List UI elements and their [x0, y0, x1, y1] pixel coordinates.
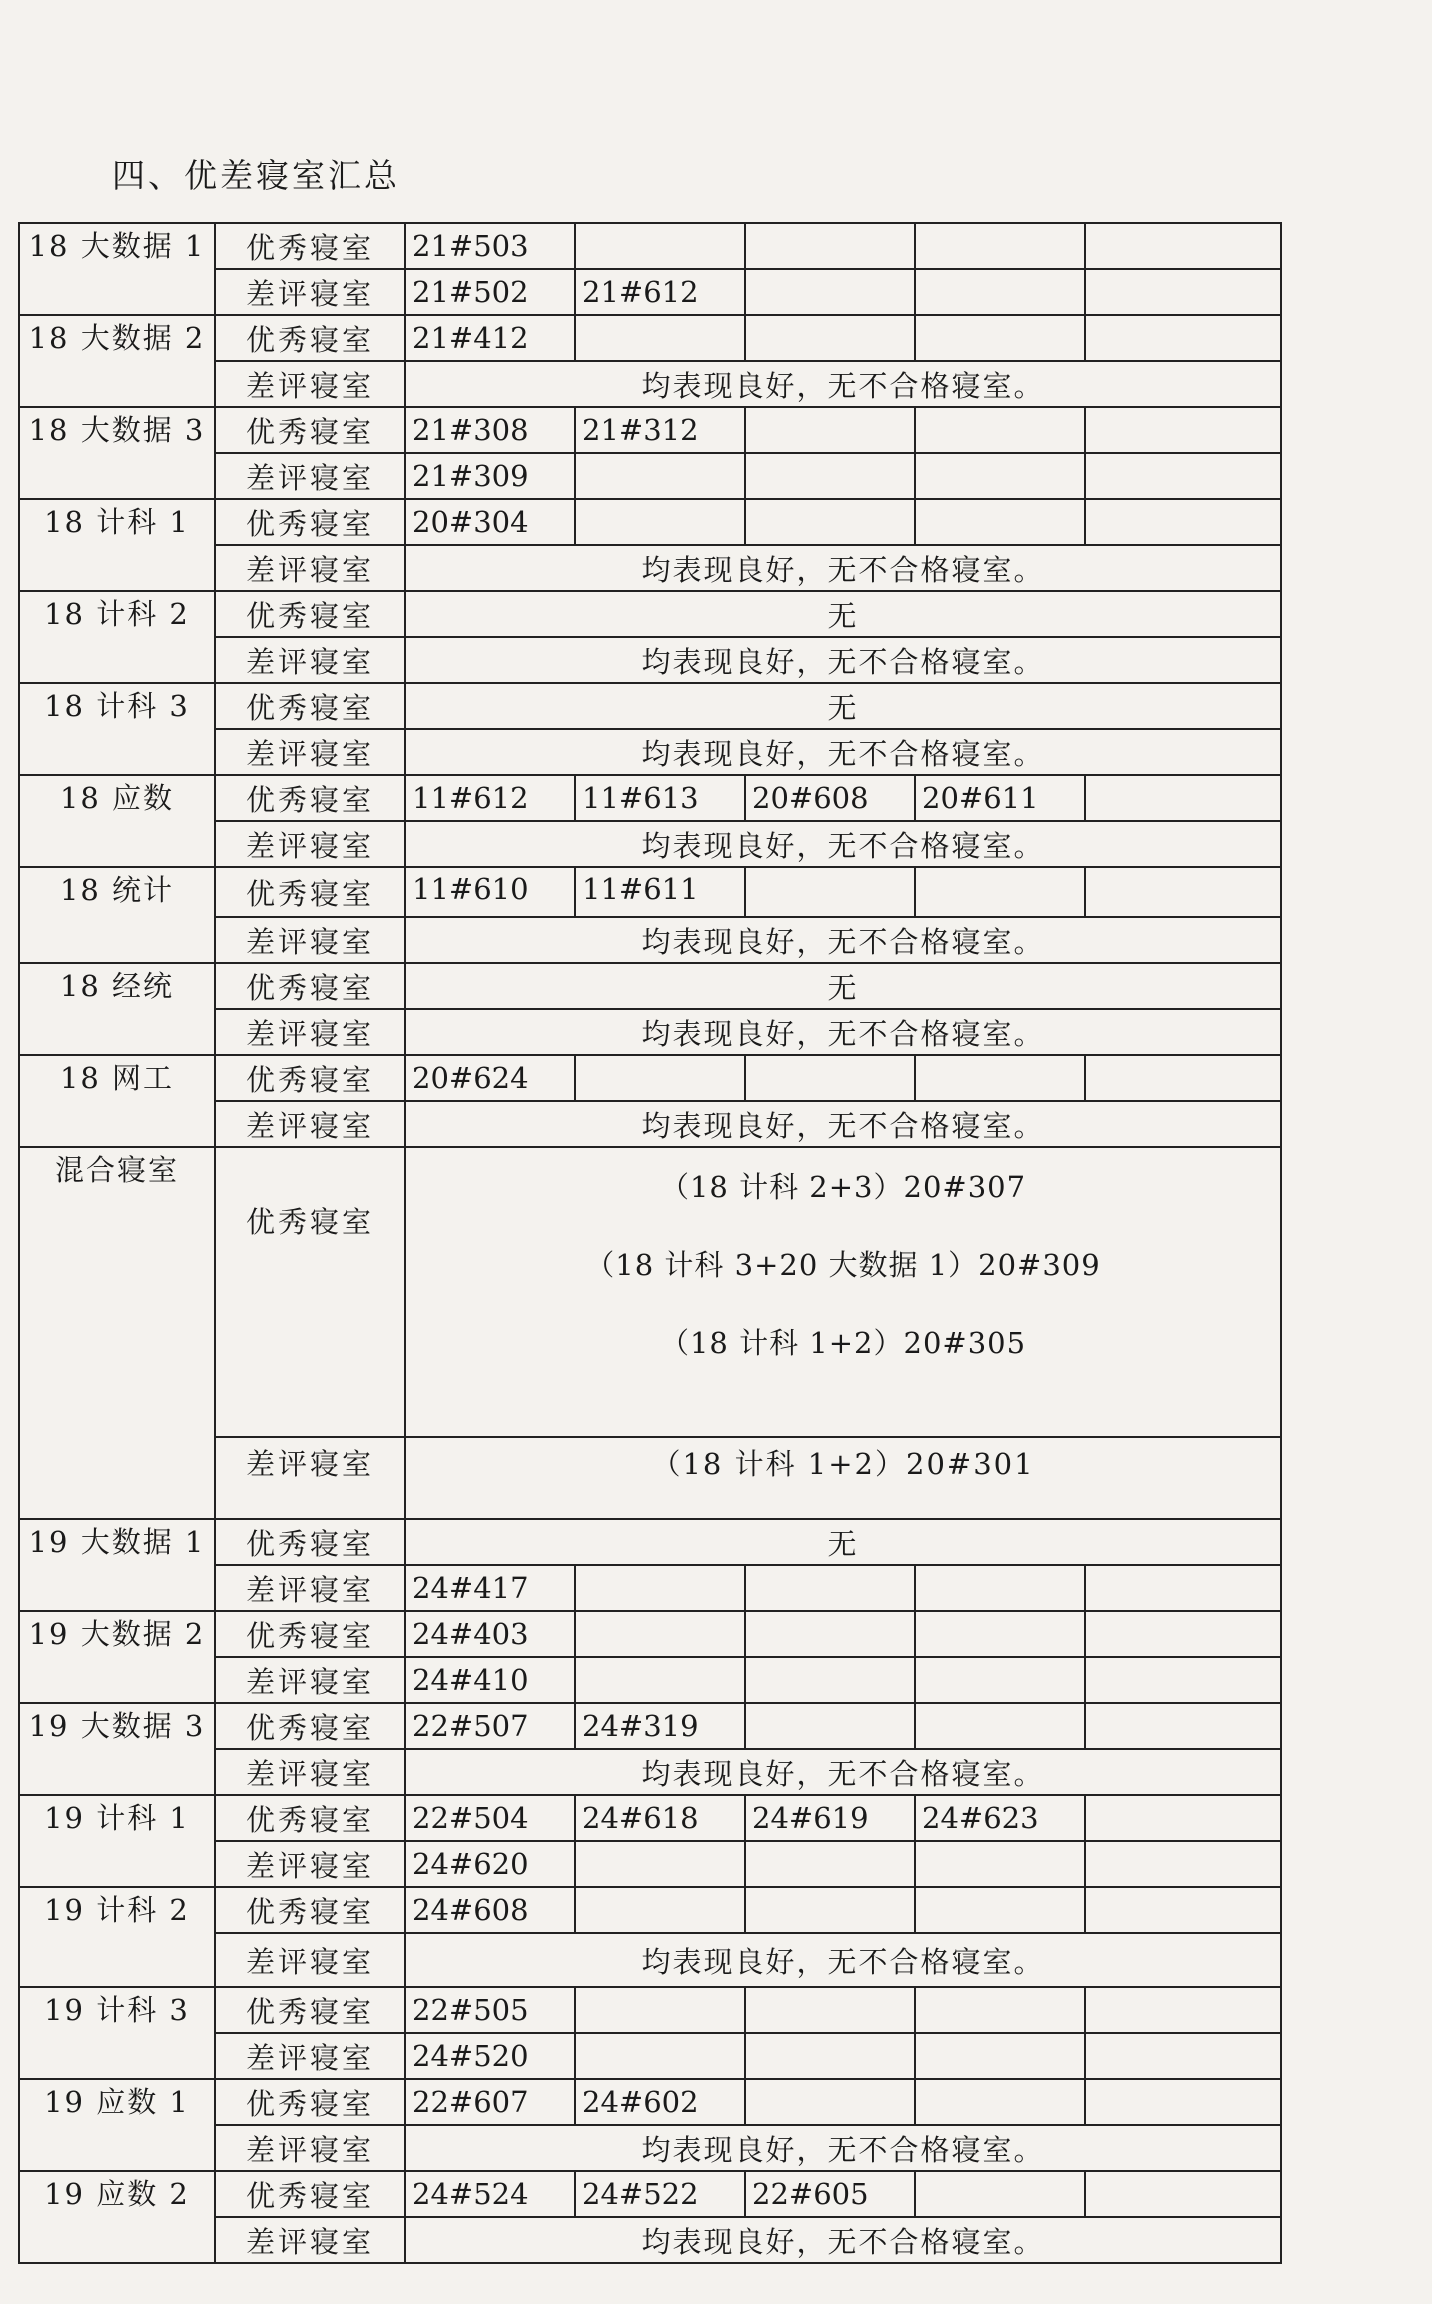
empty-cell: [915, 1987, 1085, 2033]
table-row: [19, 1519, 1281, 1565]
room-cell: 22#607: [405, 2079, 575, 2125]
all-good-note: 均表现良好，无不合格寝室。: [405, 545, 1281, 591]
empty-cell: [1085, 867, 1281, 917]
room-cell: 24#520: [405, 2033, 575, 2079]
empty-cell: [745, 223, 915, 269]
empty-cell: [915, 2079, 1085, 2125]
poor-label: 差评寝室: [215, 1749, 405, 1795]
table-row: [19, 1987, 1281, 2033]
empty-cell: [1085, 1565, 1281, 1611]
room-cell: 24#619: [745, 1795, 915, 1841]
class-name: 19 应数 2: [19, 2171, 215, 2263]
room-cell: 24#608: [405, 1887, 575, 1933]
room-cell: 21#412: [405, 315, 575, 361]
table-row: [19, 1887, 1281, 1933]
empty-cell: [745, 1657, 915, 1703]
table-row: [19, 775, 1281, 821]
class-name: 19 应数 1: [19, 2079, 215, 2171]
empty-cell: [745, 1055, 915, 1101]
excellent-label: 优秀寝室: [215, 1519, 405, 1565]
mixed-room: （18 计科 2+3）20#307: [659, 1170, 1027, 1204]
room-cell: 11#613: [575, 775, 745, 821]
empty-cell: [1085, 775, 1281, 821]
empty-cell: [575, 223, 745, 269]
all-good-note: 均表现良好，无不合格寝室。: [405, 2125, 1281, 2171]
table-row: [19, 2079, 1281, 2125]
all-good-note: 均表现良好，无不合格寝室。: [405, 637, 1281, 683]
excellent-label: 优秀寝室: [215, 499, 405, 545]
class-name: 18 应数: [19, 775, 215, 867]
room-cell: 22#605: [745, 2171, 915, 2217]
empty-cell: [915, 453, 1085, 499]
empty-cell: [575, 453, 745, 499]
room-cell: 21#312: [575, 407, 745, 453]
table-row: [19, 1703, 1281, 1749]
class-name: 18 计科 3: [19, 683, 215, 775]
empty-cell: [1085, 315, 1281, 361]
empty-cell: [745, 1887, 915, 1933]
room-cell: 11#611: [575, 867, 745, 917]
mixed-poor-room: （18 计科 1+2）20#301: [405, 1437, 1281, 1519]
all-good-note: 均表现良好，无不合格寝室。: [405, 2217, 1281, 2263]
empty-cell: [575, 499, 745, 545]
room-cell: 24#403: [405, 1611, 575, 1657]
excellent-label: 优秀寝室: [215, 1703, 405, 1749]
poor-label: 差评寝室: [215, 1437, 405, 1519]
excellent-label: 优秀寝室: [215, 1795, 405, 1841]
empty-cell: [915, 1703, 1085, 1749]
empty-cell: [575, 1987, 745, 2033]
empty-cell: [575, 1887, 745, 1933]
room-cell: 24#319: [575, 1703, 745, 1749]
table-row: [19, 315, 1281, 361]
all-good-note: 均表现良好，无不合格寝室。: [405, 1933, 1281, 1987]
empty-cell: [745, 499, 915, 545]
empty-cell: [575, 1657, 745, 1703]
room-cell: 22#505: [405, 1987, 575, 2033]
empty-cell: [915, 1611, 1085, 1657]
class-name: 19 大数据 1: [19, 1519, 215, 1611]
empty-cell: [575, 2033, 745, 2079]
room-cell: 11#612: [405, 775, 575, 821]
table-row: [19, 1147, 1281, 1437]
none-note: 无: [405, 683, 1281, 729]
excellent-label: 优秀寝室: [215, 1887, 405, 1933]
empty-cell: [1085, 1055, 1281, 1101]
room-cell: 24#417: [405, 1565, 575, 1611]
table-row: [19, 867, 1281, 917]
room-cell: 24#410: [405, 1657, 575, 1703]
poor-label: 差评寝室: [215, 1101, 405, 1147]
empty-cell: [1085, 2171, 1281, 2217]
empty-cell: [1085, 1987, 1281, 2033]
empty-cell: [1085, 499, 1281, 545]
poor-label: 差评寝室: [215, 637, 405, 683]
empty-cell: [745, 407, 915, 453]
class-name: 18 经统: [19, 963, 215, 1055]
poor-label: 差评寝室: [215, 1657, 405, 1703]
poor-label: 差评寝室: [215, 1841, 405, 1887]
none-note: 无: [405, 963, 1281, 1009]
excellent-label: 优秀寝室: [215, 2171, 405, 2217]
empty-cell: [575, 1565, 745, 1611]
empty-cell: [1085, 1795, 1281, 1841]
empty-cell: [915, 867, 1085, 917]
empty-cell: [915, 269, 1085, 315]
poor-label: 差评寝室: [215, 917, 405, 963]
poor-label: 差评寝室: [215, 2033, 405, 2079]
room-cell: 20#608: [745, 775, 915, 821]
empty-cell: [575, 1841, 745, 1887]
empty-cell: [575, 1611, 745, 1657]
none-note: 无: [405, 1519, 1281, 1565]
room-cell: 24#522: [575, 2171, 745, 2217]
class-name: 18 大数据 2: [19, 315, 215, 407]
dorm-summary-table: [18, 222, 1282, 2264]
excellent-label: 优秀寝室: [215, 963, 405, 1009]
none-note: 无: [405, 591, 1281, 637]
poor-label: 差评寝室: [215, 545, 405, 591]
room-cell: 11#610: [405, 867, 575, 917]
empty-cell: [915, 2033, 1085, 2079]
poor-label: 差评寝室: [215, 1933, 405, 1987]
mixed-room: （18 计科 1+2）20#305: [659, 1326, 1027, 1360]
empty-cell: [745, 867, 915, 917]
excellent-label: 优秀寝室: [215, 1987, 405, 2033]
empty-cell: [1085, 1703, 1281, 1749]
empty-cell: [915, 1841, 1085, 1887]
excellent-label: 优秀寝室: [215, 867, 405, 917]
empty-cell: [915, 1887, 1085, 1933]
room-cell: 22#504: [405, 1795, 575, 1841]
poor-label: 差评寝室: [215, 1009, 405, 1055]
empty-cell: [1085, 223, 1281, 269]
class-name: 18 大数据 3: [19, 407, 215, 499]
poor-label: 差评寝室: [215, 453, 405, 499]
room-cell: 24#618: [575, 1795, 745, 1841]
room-cell: 24#623: [915, 1795, 1085, 1841]
empty-cell: [1085, 1841, 1281, 1887]
room-cell: 20#611: [915, 775, 1085, 821]
empty-cell: [1085, 269, 1281, 315]
empty-cell: [915, 1055, 1085, 1101]
all-good-note: 均表现良好，无不合格寝室。: [405, 1749, 1281, 1795]
table-row: [19, 1795, 1281, 1841]
empty-cell: [1085, 407, 1281, 453]
class-name: 19 大数据 2: [19, 1611, 215, 1703]
empty-cell: [1085, 1887, 1281, 1933]
class-name: 19 计科 1: [19, 1795, 215, 1887]
all-good-note: 均表现良好，无不合格寝室。: [405, 729, 1281, 775]
class-name: 18 网工: [19, 1055, 215, 1147]
table-row: [19, 407, 1281, 453]
room-cell: 24#524: [405, 2171, 575, 2217]
empty-cell: [745, 453, 915, 499]
empty-cell: [1085, 2079, 1281, 2125]
poor-label: 差评寝室: [215, 821, 405, 867]
excellent-label: 优秀寝室: [215, 775, 405, 821]
empty-cell: [575, 315, 745, 361]
excellent-label: 优秀寝室: [215, 1147, 405, 1437]
room-cell: 21#612: [575, 269, 745, 315]
room-cell: 24#620: [405, 1841, 575, 1887]
table-row: [19, 499, 1281, 545]
all-good-note: 均表现良好，无不合格寝室。: [405, 1101, 1281, 1147]
excellent-label: 优秀寝室: [215, 683, 405, 729]
excellent-label: 优秀寝室: [215, 223, 405, 269]
poor-label: 差评寝室: [215, 2217, 405, 2263]
table-row: [19, 1611, 1281, 1657]
empty-cell: [1085, 1611, 1281, 1657]
poor-label: 差评寝室: [215, 361, 405, 407]
table-row: [19, 683, 1281, 729]
mixed-excellent-list: [405, 1147, 1281, 1437]
empty-cell: [915, 499, 1085, 545]
table-row: [19, 223, 1281, 269]
table-row: [19, 1055, 1281, 1101]
mixed-room: （18 计科 3+20 大数据 1）20#309: [585, 1248, 1101, 1282]
empty-cell: [745, 1703, 915, 1749]
class-name: 18 统计: [19, 867, 215, 963]
empty-cell: [915, 407, 1085, 453]
empty-cell: [1085, 2033, 1281, 2079]
empty-cell: [745, 2033, 915, 2079]
room-cell: 22#507: [405, 1703, 575, 1749]
room-cell: 21#502: [405, 269, 575, 315]
section-heading: 四、优差寝室汇总: [112, 156, 400, 195]
room-cell: 24#602: [575, 2079, 745, 2125]
table-row: [19, 591, 1281, 637]
room-cell: 20#304: [405, 499, 575, 545]
poor-label: 差评寝室: [215, 2125, 405, 2171]
empty-cell: [745, 315, 915, 361]
excellent-label: 优秀寝室: [215, 407, 405, 453]
room-cell: 21#309: [405, 453, 575, 499]
empty-cell: [915, 315, 1085, 361]
excellent-label: 优秀寝室: [215, 2079, 405, 2125]
empty-cell: [745, 2079, 915, 2125]
excellent-label: 优秀寝室: [215, 315, 405, 361]
class-name: 19 计科 3: [19, 1987, 215, 2079]
class-name: 18 计科 1: [19, 499, 215, 591]
excellent-label: 优秀寝室: [215, 1055, 405, 1101]
table-row: [19, 963, 1281, 1009]
empty-cell: [745, 269, 915, 315]
empty-cell: [1085, 1657, 1281, 1703]
excellent-label: 优秀寝室: [215, 1611, 405, 1657]
all-good-note: 均表现良好，无不合格寝室。: [405, 361, 1281, 407]
room-cell: 20#624: [405, 1055, 575, 1101]
class-name: 19 计科 2: [19, 1887, 215, 1987]
poor-label: 差评寝室: [215, 269, 405, 315]
class-name: 18 大数据 1: [19, 223, 215, 315]
poor-label: 差评寝室: [215, 729, 405, 775]
all-good-note: 均表现良好，无不合格寝室。: [405, 821, 1281, 867]
class-name: 18 计科 2: [19, 591, 215, 683]
poor-label: 差评寝室: [215, 1565, 405, 1611]
table-row: [19, 2171, 1281, 2217]
empty-cell: [1085, 453, 1281, 499]
all-good-note: 均表现良好，无不合格寝室。: [405, 1009, 1281, 1055]
class-name: 19 大数据 3: [19, 1703, 215, 1795]
empty-cell: [745, 1987, 915, 2033]
empty-cell: [745, 1841, 915, 1887]
empty-cell: [915, 2171, 1085, 2217]
empty-cell: [915, 1657, 1085, 1703]
empty-cell: [745, 1611, 915, 1657]
empty-cell: [915, 1565, 1085, 1611]
class-name: 混合寝室: [19, 1147, 215, 1519]
room-cell: 21#308: [405, 407, 575, 453]
empty-cell: [915, 223, 1085, 269]
excellent-label: 优秀寝室: [215, 591, 405, 637]
empty-cell: [745, 1565, 915, 1611]
room-cell: 21#503: [405, 223, 575, 269]
empty-cell: [575, 1055, 745, 1101]
all-good-note: 均表现良好，无不合格寝室。: [405, 917, 1281, 963]
